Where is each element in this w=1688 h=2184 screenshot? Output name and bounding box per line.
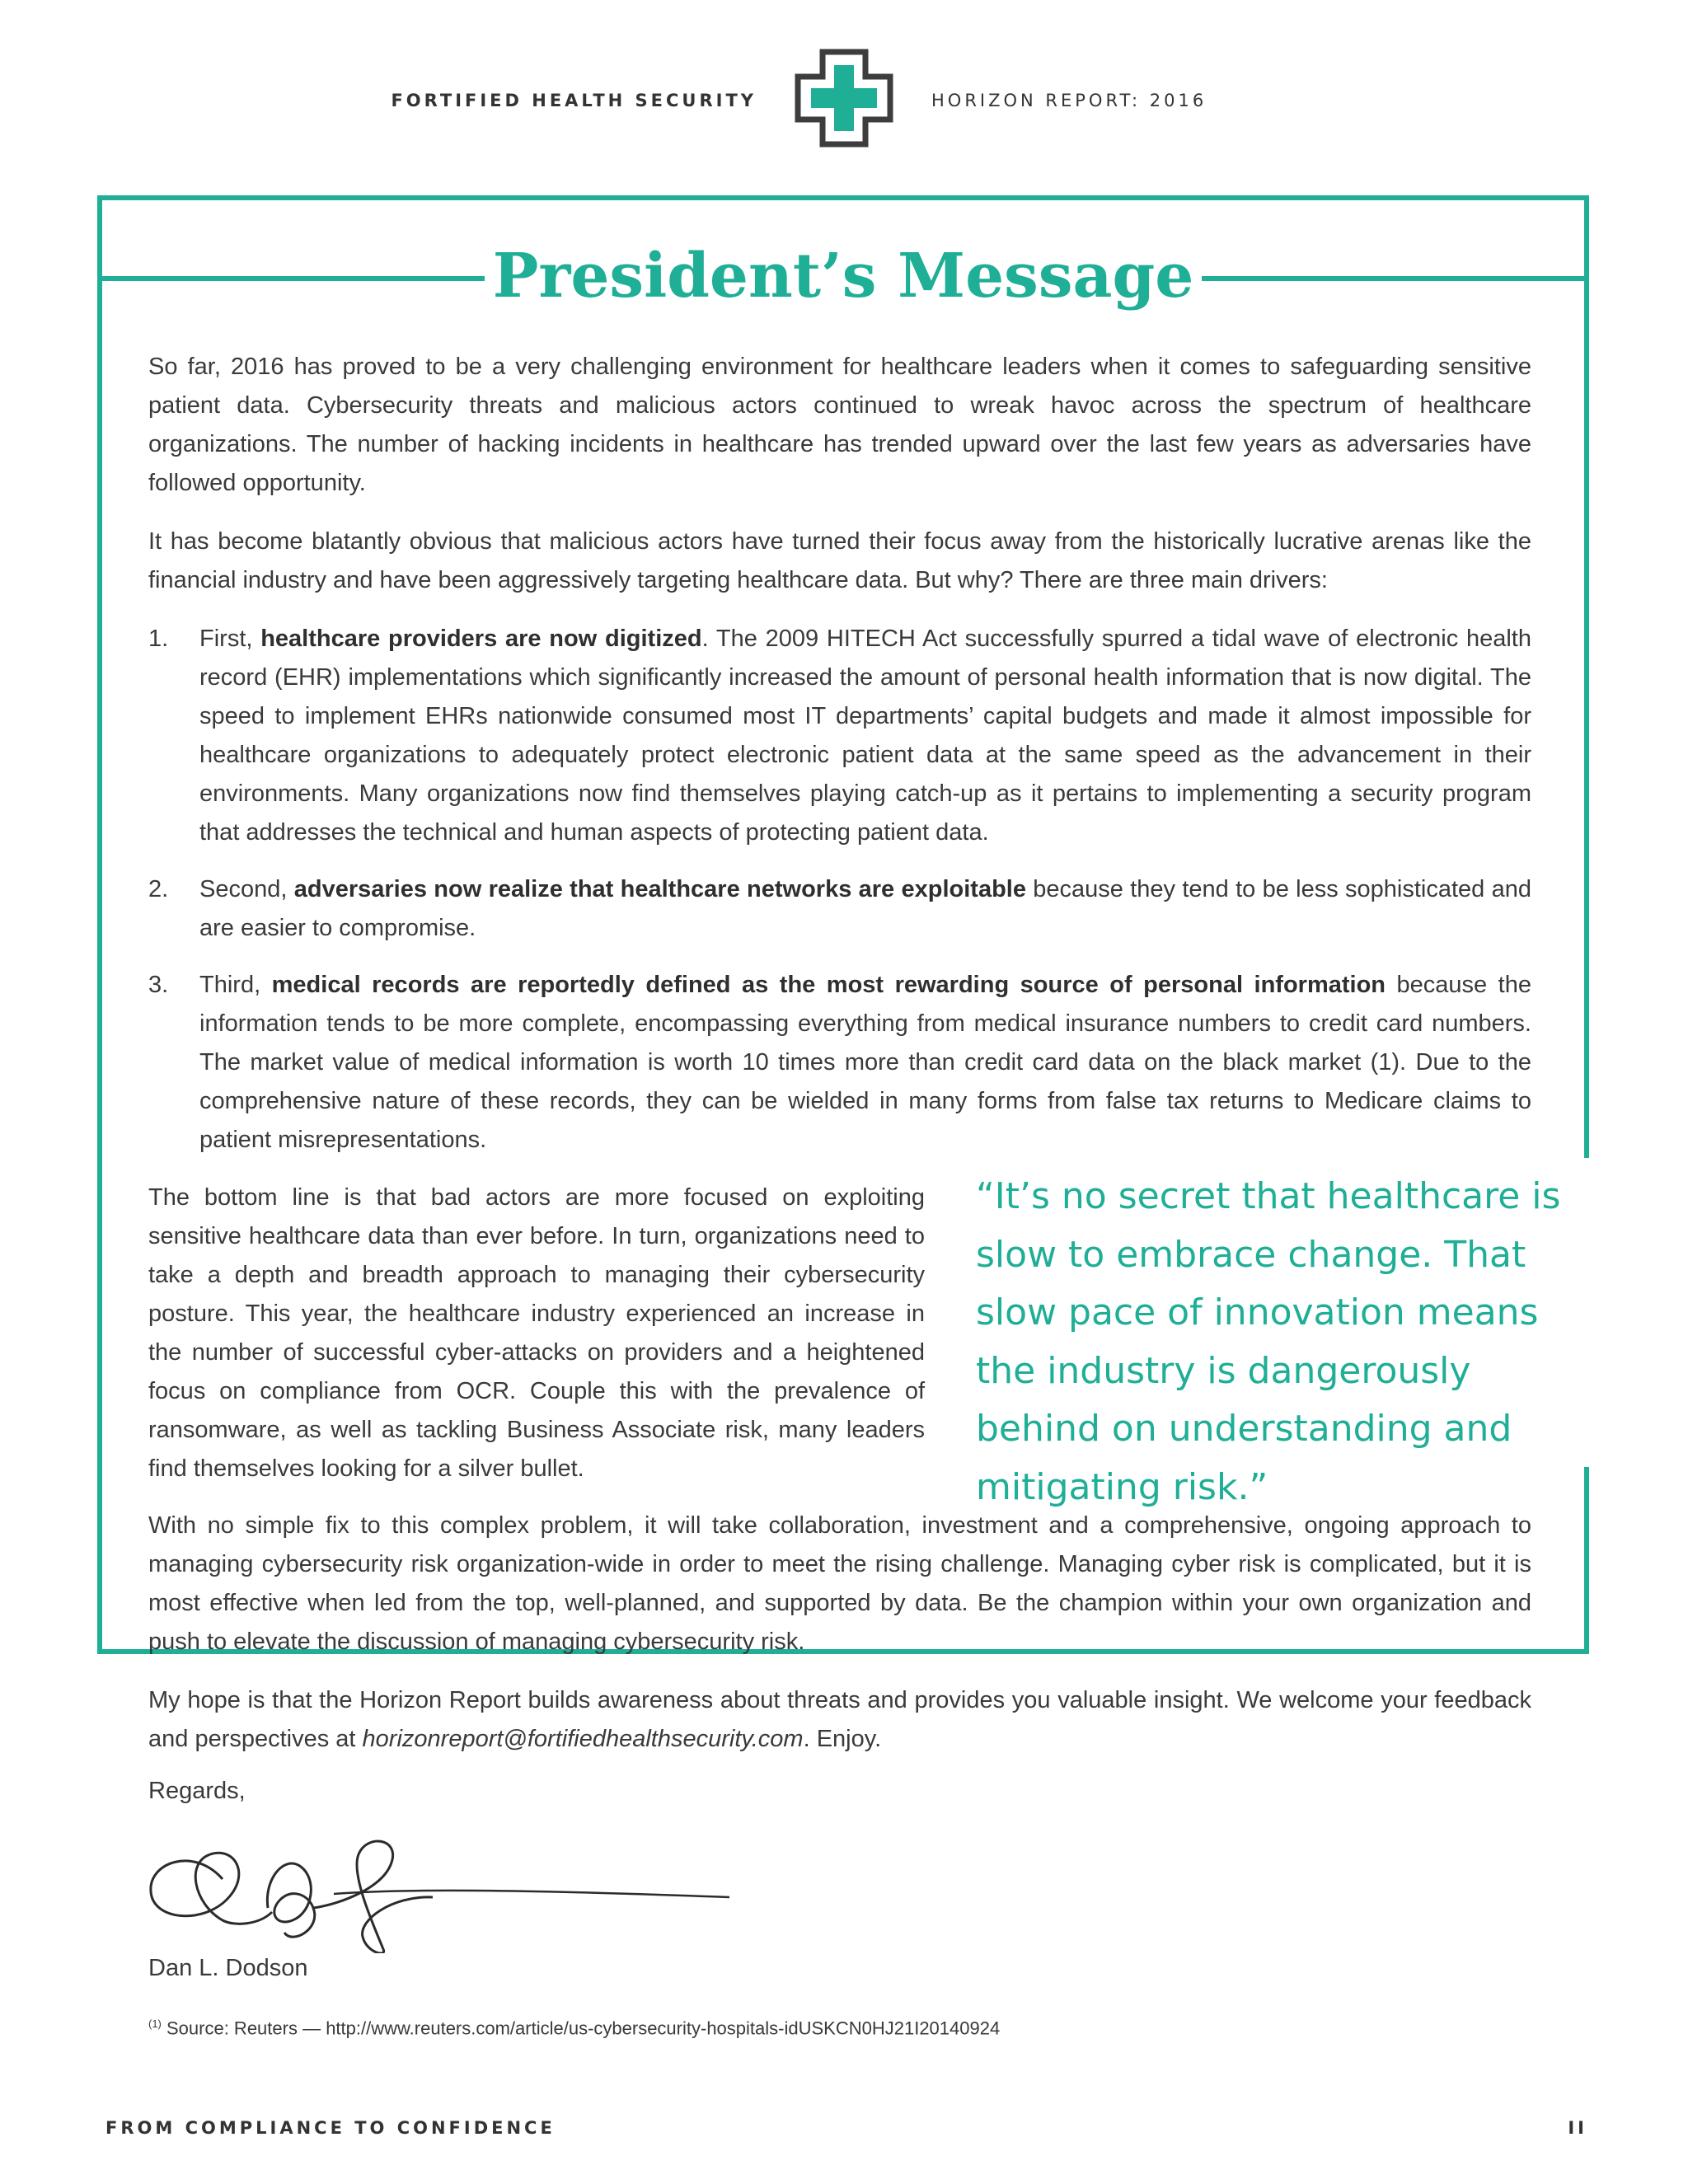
feedback-end: . Enjoy. (803, 1726, 882, 1752)
report-name: HORIZON REPORT: 2016 (931, 91, 1207, 110)
bottom-line-paragraph (148, 1179, 925, 1488)
list-body: because the information tends to be more complete, encompassing everything from medical insurance numbers to credit card numbers. The market value of medical information is worth 10 times more than credit card data on the black market (1). Due to the comprehensive nature of these records, they can be wielded in many forms from false tax returns to Medicare claims to patient misrepresentations. (199, 972, 1531, 1153)
intro-text: So far, 2016 has proved to be a very challenging environment for healthcare leaders when it comes to safeguarding sensitive patient data. Cybersecurity threats and malicious actors continued to wreak havoc across the spectrum of healthcare organizations. The number of hacking incidents in healthcare has trended upward over the last few years as adversaries have followed opportunity. (148, 354, 1531, 496)
title-rule-right (1202, 276, 1589, 281)
page-title: President’s Message (492, 241, 1194, 312)
footnote-marker: (1) (148, 2018, 162, 2030)
bottom-line-text: The bottom line is that bad actors are more focused on exploiting sensitive healthcare data than ever before. In turn, organizations need to take a depth and breadth approach to managing their cybersecurity posture. This year, the healthcare industry experienced an increase in the number of successful cyber-attacks on providers and a heightened focus on compliance from OCR. Couple this with the prevalence of ransomware, as well as tackling Business Associate risk, many leaders find themselves looking for a silver bullet. (148, 1184, 925, 1482)
pull-quote-box (956, 1158, 1607, 1508)
list-prefix: Second, (199, 876, 294, 902)
list-prefix: Third, (199, 972, 272, 998)
signer-name: Dan L. Dodson (148, 1955, 308, 1981)
list-emphasis: adversaries now realize that healthcare networks are exploitable (293, 876, 1026, 902)
page-number: II (1568, 2118, 1587, 2138)
organization-name: FORTIFIED HEALTH SECURITY (391, 91, 757, 110)
page-header (0, 45, 1688, 161)
medical-cross-icon (791, 45, 897, 151)
feedback-paragraph (148, 1681, 1531, 1759)
source-footnote (148, 2018, 1000, 2039)
list-body: . The 2009 HITECH Act successfully spurred a tidal wave of electronic health record (EHR) implementations which significantly increased the amount of personal health information that is now digital. The speed to implement EHRs nationwide consumed most IT departments’ capital budgets and made it almost impossible for healthcare organizations to adequately protect electronic patient data at the same speed as the advancement in their environments. Many organizations now find themselves playing catch-up as it pertains to implementing a security program that addresses the technical and human aspects of protecting patient data. (199, 626, 1531, 846)
list-emphasis: healthcare providers are now digitized (260, 626, 702, 652)
drivers-text: It has become blatantly obvious that malicious actors have turned their focus away from the historically lucrative arenas like the financial industry and have been aggressively targeting healthcare data. But why? There are three main drivers: (148, 528, 1531, 593)
footnote-text: Source: Reuters — http://www.reuters.com/article/us-cybersecurity-hospitals-idUSKCN0HJ21I20140924 (161, 2018, 1001, 2039)
list-item (148, 966, 1531, 1160)
contact-email-link[interactable]: horizonreport@fortifiedhealthsecurity.com (362, 1726, 804, 1752)
drivers-list (148, 620, 1531, 1178)
list-item (148, 870, 1531, 948)
list-number: 3. (148, 972, 169, 998)
list-prefix: First, (199, 626, 261, 652)
title-rule-left (97, 276, 485, 281)
approach-text: With no simple fix to this complex problem, it will take collaboration, investment and a comprehensive, ongoing approach to managing cybersecurity risk organization-wide in order to meet the rising challenge. Managing cyber risk is complicated, but it is most effective when led from the top, well-planned, and supported by data. Be the champion within your own organization and push to elevate the discussion of managing cybersecurity risk. (148, 1512, 1531, 1655)
list-item (148, 620, 1531, 852)
list-number: 1. (148, 626, 169, 652)
list-number: 2. (148, 876, 169, 902)
pull-quote: “It’s no secret that healthcare is slow to embrace change. That slow pace of innovation means the industry is dangerously behind on understanding and mitigating risk.” (976, 1175, 1561, 1508)
list-body: because they tend to be less sophisticated and are easier to compromise. (199, 876, 1531, 941)
closing: Regards, (148, 1778, 246, 1804)
signature-image (144, 1830, 746, 1953)
intro-paragraph (148, 348, 1531, 503)
list-emphasis: medical records are reportedly defined as the most rewarding source of personal information (271, 972, 1386, 998)
footer-tagline: FROM COMPLIANCE TO CONFIDENCE (106, 2118, 556, 2138)
approach-paragraph (148, 1507, 1531, 1661)
feedback-text: My hope is that the Horizon Report builds awareness about threats and provides you valuable insight. We welcome your feedback and perspectives at (148, 1687, 1531, 1752)
title-banner (97, 235, 1589, 317)
drivers-paragraph (148, 523, 1531, 600)
